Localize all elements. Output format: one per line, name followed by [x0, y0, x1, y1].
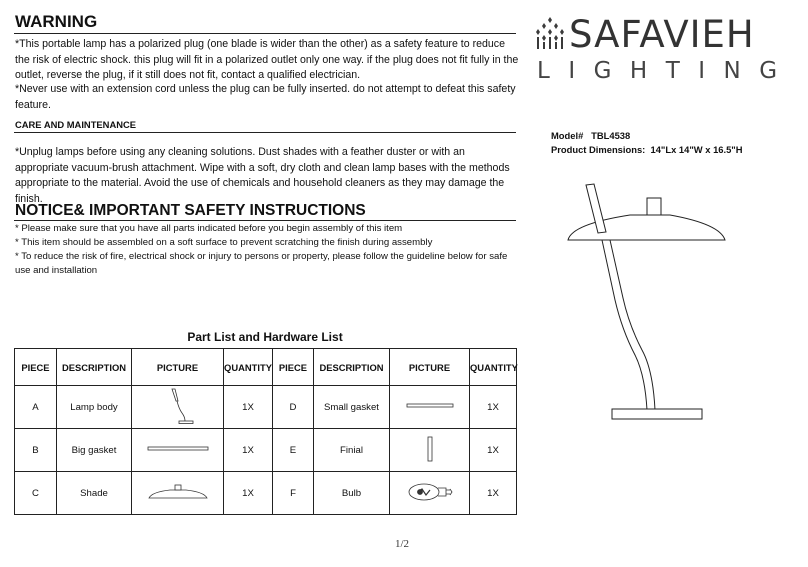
- piece-cell: D: [273, 386, 314, 429]
- lamp-body-icon: [158, 387, 198, 425]
- big-gasket-icon: [146, 444, 210, 454]
- description-cell: Bulb: [314, 472, 390, 515]
- quantity-cell: 1X: [224, 472, 273, 515]
- table-row: [15, 472, 517, 515]
- warning-paragraph-2: *Never use with an extension cord unless the plug can be fully inserted. do not attempt to defeat this safety feature.: [15, 83, 516, 111]
- picture-cell: [390, 429, 470, 472]
- quantity-cell: 1X: [224, 429, 273, 472]
- dimensions-label: Product Dimensions:: [551, 144, 646, 155]
- picture-cell: [132, 429, 224, 472]
- piece-cell: C: [15, 472, 57, 515]
- notice-item: * Please make sure that you have all parts indicated before you begin assembly of this item: [15, 223, 403, 234]
- warning-heading: WARNING: [15, 12, 98, 31]
- brand-logo: [534, 17, 566, 56]
- description-cell: Lamp body: [57, 386, 132, 429]
- header-quantity: QUANTITY: [224, 349, 273, 386]
- piece-cell: E: [273, 429, 314, 472]
- header-description: DESCRIPTION: [314, 349, 390, 386]
- table-row: [15, 386, 517, 429]
- brand-name: SAFAVIEH: [569, 13, 755, 56]
- lamp-illustration: [560, 180, 740, 420]
- model-line: [551, 130, 630, 141]
- notice-rule: [14, 220, 516, 221]
- description-cell: Shade: [57, 472, 132, 515]
- care-rule: [14, 132, 516, 133]
- header-picture: PICTURE: [132, 349, 224, 386]
- picture-cell: [390, 472, 470, 515]
- dimensions-value: 14"Lx 14"W x 16.5"H: [650, 144, 743, 155]
- notice-heading: NOTICE& IMPORTANT SAFETY INSTRUCTIONS: [15, 202, 366, 219]
- table-header-row: [15, 349, 517, 386]
- notice-item: * To reduce the risk of fire, electrical shock or injury to persons or property, please follow the guideline below for safe use and installation: [15, 251, 508, 276]
- description-cell: Finial: [314, 429, 390, 472]
- description-cell: Big gasket: [57, 429, 132, 472]
- brand-subtitle: LIGHTING: [537, 58, 796, 84]
- part-list-title: Part List and Hardware List: [187, 330, 343, 344]
- care-heading: CARE AND MAINTENANCE: [15, 119, 137, 130]
- notice-item: * This item should be assembled on a soft surface to prevent scratching the finish during assembly: [15, 237, 433, 248]
- logo-emblem-icon: [534, 17, 566, 51]
- dimensions-line: [551, 144, 743, 155]
- quantity-cell: 1X: [470, 429, 517, 472]
- notice-list: [15, 222, 520, 278]
- shade-icon: [146, 482, 210, 502]
- piece-cell: F: [273, 472, 314, 515]
- finial-icon: [425, 435, 435, 463]
- warning-rule: [14, 33, 516, 34]
- piece-cell: A: [15, 386, 57, 429]
- page-number: 1/2: [395, 538, 410, 550]
- small-gasket-icon: [405, 401, 455, 411]
- description-cell: Small gasket: [314, 386, 390, 429]
- table-row: [15, 429, 517, 472]
- header-quantity: QUANTITY: [470, 349, 517, 386]
- warning-paragraph-1: *This portable lamp has a polarized plug (one blade is wider than the other) as a safety feature to reduce the risk of electric shock. this plug will fit in a polarized outlet only one way. if the plug does not fit fully in the outlet, reverse the plug, if it still does not fit, contact a qualified electrician.: [15, 38, 519, 81]
- picture-cell: [390, 386, 470, 429]
- quantity-cell: 1X: [224, 386, 273, 429]
- header-piece: PIECE: [15, 349, 57, 386]
- model-value: TBL4538: [591, 130, 631, 141]
- quantity-cell: 1X: [470, 472, 517, 515]
- header-description: DESCRIPTION: [57, 349, 132, 386]
- picture-cell: [132, 472, 224, 515]
- header-piece: PIECE: [273, 349, 314, 386]
- model-label: Model#: [551, 130, 584, 141]
- quantity-cell: 1X: [470, 386, 517, 429]
- parts-table: [14, 348, 517, 515]
- header-picture: PICTURE: [390, 349, 470, 386]
- care-paragraph: *Unplug lamps before using any cleaning solutions. Dust shades with a feather duster or with an appropriate vacuum-brush attachment. Wipe with a soft, dry cloth and clean lamp bases with the methods appropriate to the material. Avoid the use of chemicals and household cleaners as they may damage the finish.: [15, 146, 510, 205]
- picture-cell: [132, 386, 224, 429]
- bulb-icon: [404, 481, 456, 503]
- piece-cell: B: [15, 429, 57, 472]
